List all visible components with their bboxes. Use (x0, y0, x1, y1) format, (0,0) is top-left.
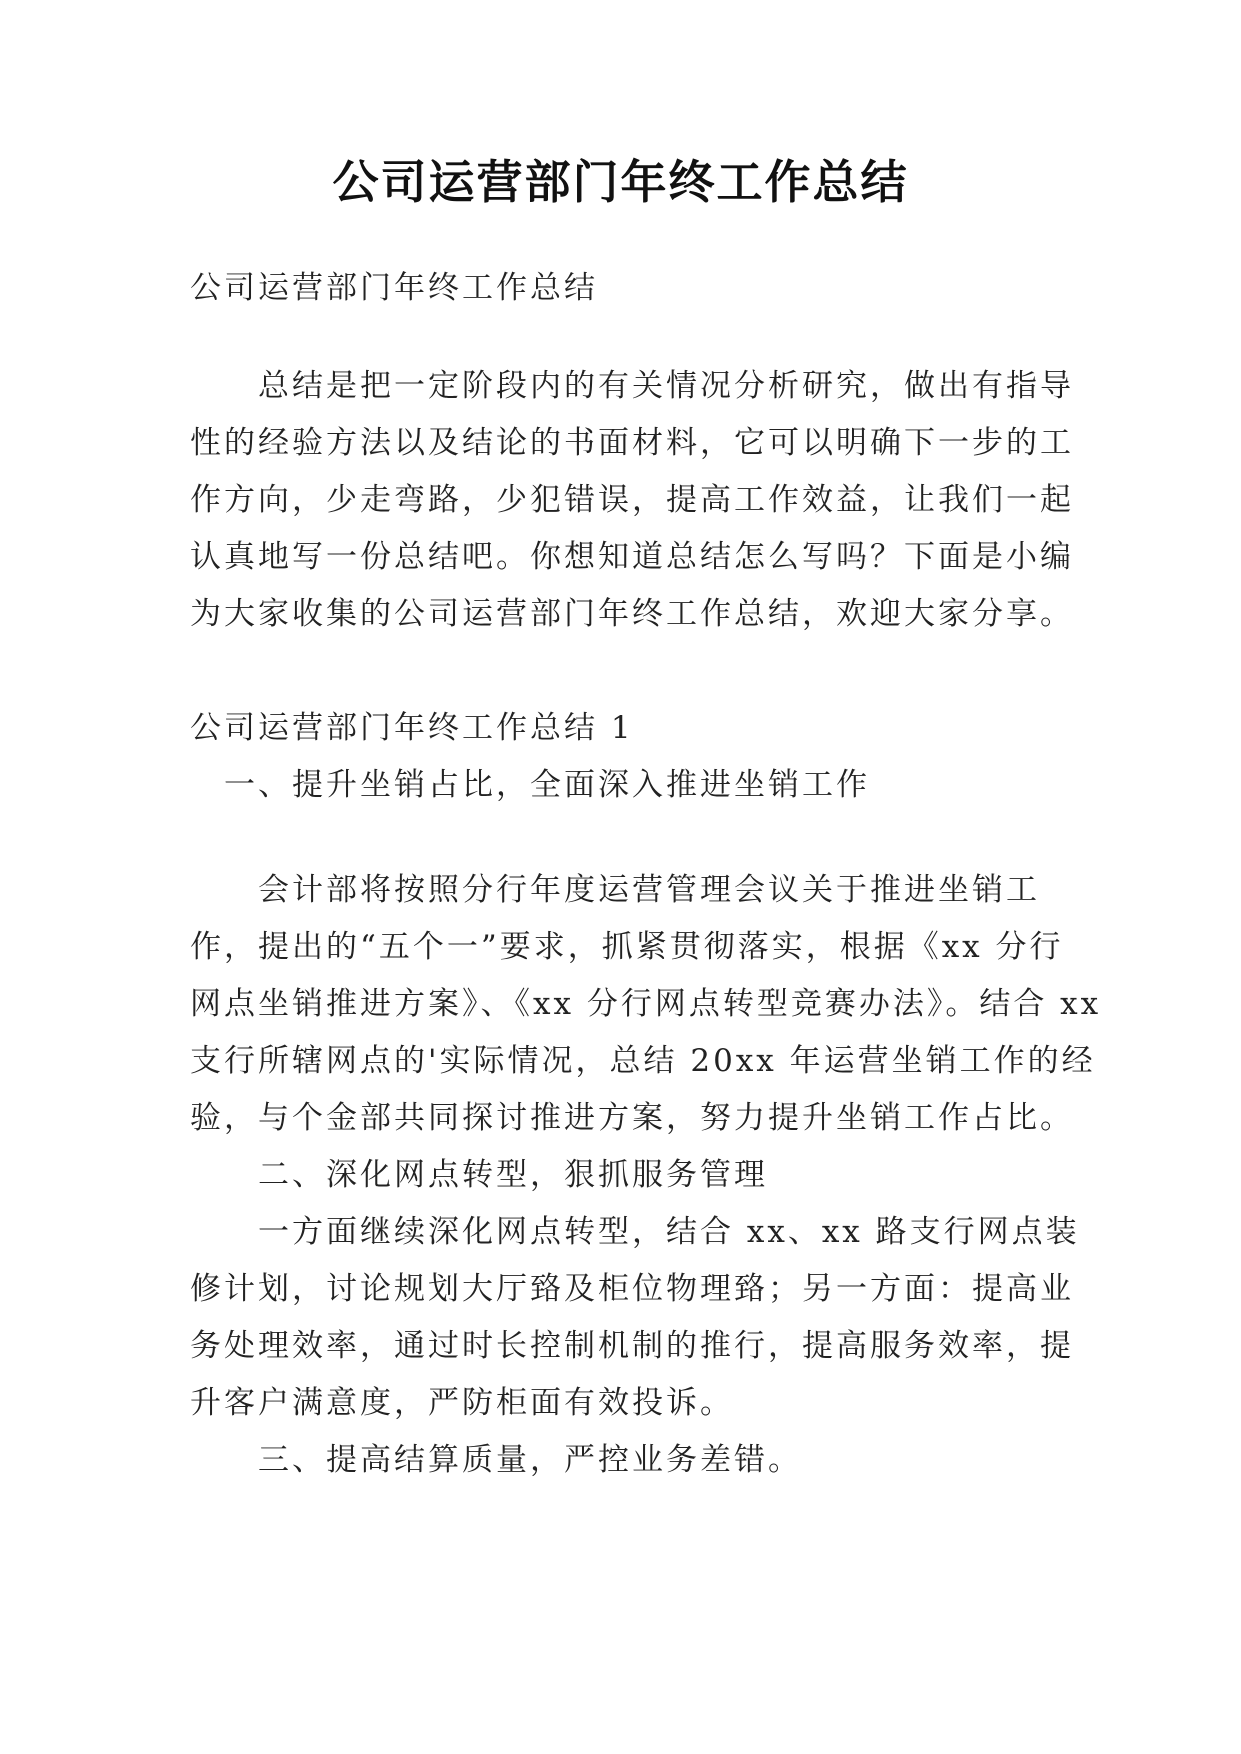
intro-line: 总结是把一定阶段内的有关情况分析研究，做出有指导 (190, 368, 1074, 404)
document-subtitle: 公司运营部门年终工作总结 (190, 270, 598, 306)
intro-line: 为大家收集的公司运营部门年终工作总结，欢迎大家分享。 (190, 596, 1074, 632)
intro-line: 性的经验方法以及结论的书面材料，它可以明确下一步的工 (190, 425, 1074, 461)
section-heading: 公司运营部门年终工作总结 1 (190, 710, 634, 746)
item1-line: 作，提出的“五个一”要求，抓紧贯彻落实，根据《xx 分行 (190, 929, 1064, 965)
intro-line: 作方向，少走弯路，少犯错误，提高工作效益，让我们一起 (190, 482, 1074, 518)
item-heading: 三、提高结算质量，严控业务差错。 (190, 1442, 802, 1478)
item2-line: 修计划，讨论规划大厅臵及柜位物理臵；另一方面：提高业 (190, 1271, 1074, 1307)
item1-line: 支行所辖网点的'实际情况，总结 20xx 年运营坐销工作的经 (190, 1043, 1096, 1079)
document-title: 公司运营部门年终工作总结 (332, 155, 909, 209)
intro-line: 认真地写一份总结吧。你想知道总结怎么写吗？下面是小编 (190, 539, 1074, 575)
item2-line: 升客户满意度，严防柜面有效投诉。 (190, 1385, 734, 1421)
item2-line: 一方面继续深化网点转型，结合 xx、xx 路支行网点装 (190, 1214, 1080, 1250)
item-heading: 一、提升坐销占比，全面深入推进坐销工作 (190, 767, 870, 803)
item-heading: 二、深化网点转型，狠抓服务管理 (190, 1157, 768, 1193)
item1-line: 会计部将按照分行年度运营管理会议关于推进坐销工 (190, 872, 1040, 908)
item1-line: 验，与个金部共同探讨推进方案，努力提升坐销工作占比。 (190, 1100, 1074, 1136)
item1-line: 网点坐销推进方案》、《xx 分行网点转型竞赛办法》。结合 xx (190, 986, 1102, 1022)
item2-line: 务处理效率，通过时长控制机制的推行，提高服务效率，提 (190, 1328, 1074, 1364)
